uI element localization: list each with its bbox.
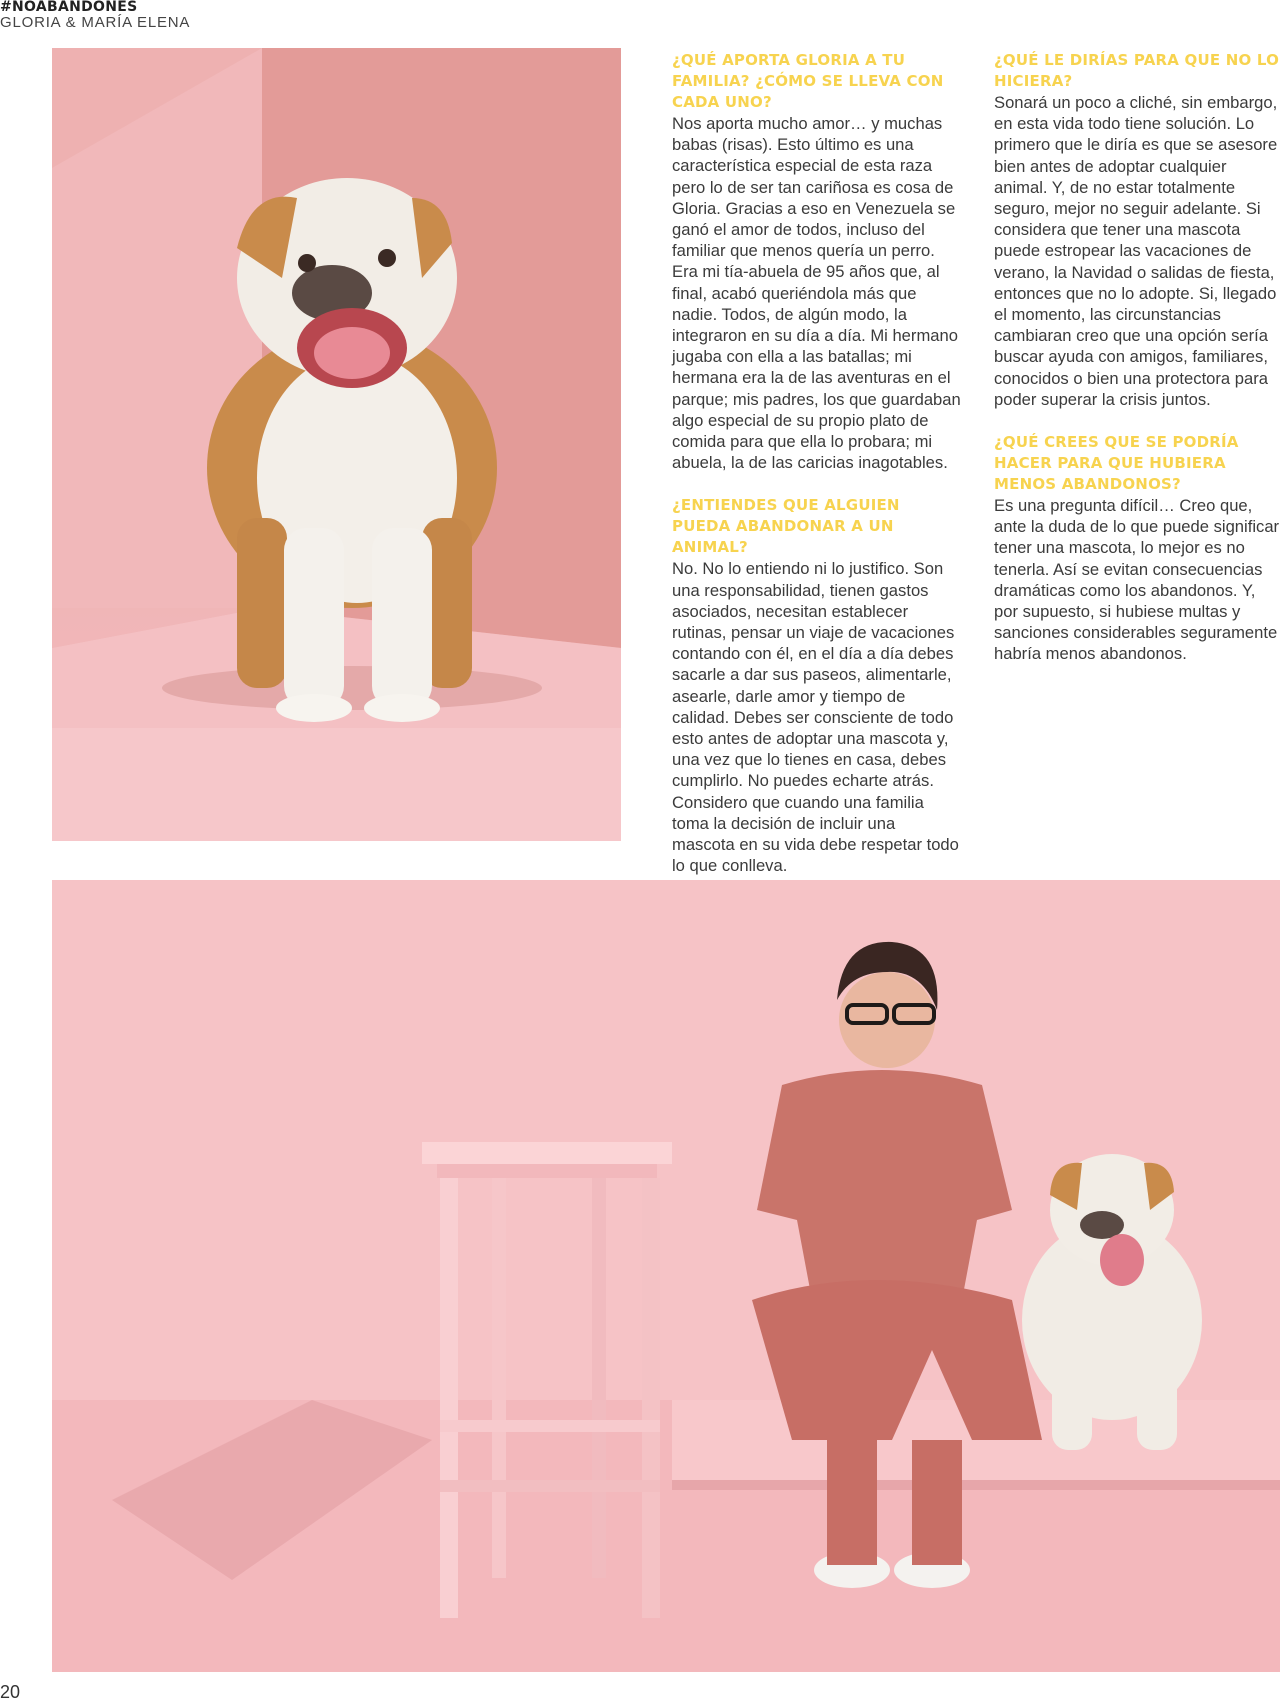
dog-portrait-photo xyxy=(52,48,621,841)
subject-names: GLORIA & MARÍA ELENA xyxy=(0,14,191,31)
page-number: 20 xyxy=(0,1682,21,1702)
hashtag-title: #NOABANDONES xyxy=(0,0,138,15)
answer-2: No. No lo entiendo ni lo justifico. Son una responsabilidad, tienen gastos asociados, necesitan establecer rutinas, pensar un viaje de vacaciones contando con él, en el día a día debes sacarle a dar sus paseos, alimentarle, asearle, darle amor y tiempo de calidad. Debes ser consciente de todo esto antes de adoptar una mascota y, una vez que lo tienes en casa, debes cumplirlo. No puedes echarte atrás. Considero que cuando una familia toma la decisión de incluir una mascota en su vida debe respetar todo lo que conlleva. xyxy=(672,559,959,876)
question-3: ¿QUÉ LE DIRÍAS PARA QUE NO LO HICIERA? xyxy=(994,51,1280,90)
question-2: ¿ENTIENDES QUE ALGUIEN PUEDA ABANDONAR A UN ANIMAL? xyxy=(672,496,900,557)
woman-with-dog-photo xyxy=(52,880,1280,1672)
answer-3: Sonará un poco a cliché, sin embargo, en esta vida todo tiene solución. Lo primero que le diría es que se asesore bien antes de adoptar cualquier animal. Y, de no estar totalmente seguro, mejor no seguir adelante. Si considera que tener una mascota puede estropear las vacaciones de verano, la Navidad o salidas de fiesta, entonces que no lo adopte. Si, llegado el momento, las circunstancias cambiaran creo que una opción sería buscar ayuda con amigos, familiares, conocidos o bien una protectora para poder superar la crisis juntos. xyxy=(994,93,1278,409)
dog-illustration xyxy=(52,48,621,841)
answer-4: Es una pregunta difícil… Creo que, ante la duda de lo que puede significar tener una mascota, lo mejor es no tenerla. Así se evitan consecuencias dramáticas como los abandonos. Y, por supuesto, si hubiese multas y sanciones considerables seguramente habría menos abandonos. xyxy=(994,496,1280,664)
page-header xyxy=(0,0,190,31)
question-1: ¿QUÉ APORTA GLORIA A TU FAMILIA? ¿CÓMO SE LLEVA CON CADA UNO? xyxy=(672,51,944,111)
article-column-1 xyxy=(672,50,962,899)
answer-1: Nos aporta mucho amor… y muchas babas (risas). Esto último es una característica especial de esta raza pero lo de ser tan cariñosa es cosa de Gloria. Gracias a eso en Venezuela se ganó el amor de todos, incluso del familiar que menos quería un perro. Era mi tía-abuela de 95 años que, al final, acabó queriéndola más que nadie. Todos, de algún modo, la integraron en su día a día. Mi hermano jugaba con ella a las batallas; mi hermana era la de las aventuras en el parque; mis padres, los que guardaban algo especial de su propio plato de comida para que ella lo probara; mi abuela, la de las caricias inagotables. xyxy=(672,114,961,473)
article-column-2 xyxy=(994,50,1280,687)
woman-dog-illustration xyxy=(52,880,1280,1672)
question-4: ¿QUÉ CREES QUE SE PODRÍA HACER PARA QUE HUBIERA MENOS ABANDONOS? xyxy=(994,433,1239,494)
